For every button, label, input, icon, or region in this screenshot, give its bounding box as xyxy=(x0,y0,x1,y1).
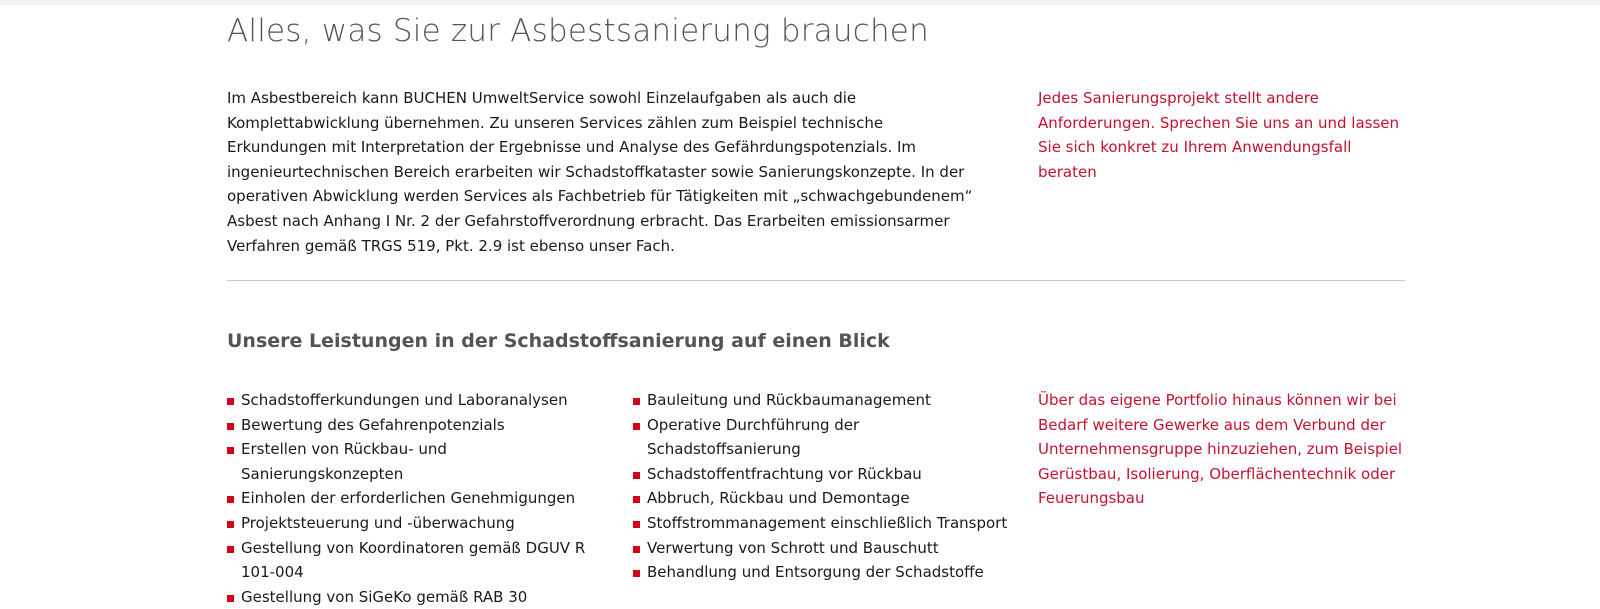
square-bullet-icon xyxy=(633,546,640,553)
list-item xyxy=(633,536,1013,561)
page-title: Alles, was Sie zur Asbestsanierung brauchen xyxy=(227,13,929,49)
services-list-middle xyxy=(633,388,1013,585)
services-list-left xyxy=(227,388,607,609)
list-item-label: Verwertung von Schrott und Bauschutt xyxy=(647,538,939,557)
list-item xyxy=(633,462,1013,487)
list-item-label: Operative Durchführung der Schadstoffsanierung xyxy=(647,415,860,459)
list-item-label: Bauleitung und Rückbaumanagement xyxy=(647,391,931,409)
square-bullet-icon xyxy=(633,496,640,503)
consultation-note: Jedes Sanierungsprojekt stellt andere Anforderungen. Sprechen Sie uns an und lassen Sie sich konkret zu Ihrem Anwendungsfall beraten xyxy=(1038,89,1399,181)
list-item xyxy=(227,388,607,413)
list-item-label: Bewertung des Gefahrenpotenzials xyxy=(241,415,505,434)
list-item-label: Schadstofferkundungen und Laboranalysen xyxy=(241,391,568,409)
square-bullet-icon xyxy=(633,521,640,528)
square-bullet-icon xyxy=(227,496,234,503)
list-item-label: Stoffstrommanagement einschließlich Transport xyxy=(647,513,1008,532)
list-item xyxy=(227,437,607,486)
list-item xyxy=(227,536,607,585)
list-item-label: Einholen der erforderlichen Genehmigungen xyxy=(241,489,576,508)
list-item xyxy=(633,560,1013,585)
list-item-label: Gestellung von Koordinatoren gemäß DGUV R 101-004 xyxy=(241,538,586,582)
square-bullet-icon xyxy=(633,398,640,405)
list-item-label: Projektsteuerung und -überwachung xyxy=(241,513,515,532)
square-bullet-icon xyxy=(227,521,234,528)
square-bullet-icon xyxy=(633,423,640,430)
portfolio-note: Über das eigene Portfolio hinaus können wir bei Bedarf weitere Gewerke aus dem Verbund der Unternehmensgruppe hinzuziehen, zum Beispiel Gerüstbau, Isolierung, Oberflächentechnik oder Feuerungsbau xyxy=(1038,391,1403,508)
services-heading: Unsere Leistungen in der Schadstoffsanierung auf einen Blick xyxy=(227,330,890,352)
list-item xyxy=(633,511,1013,536)
list-item-label: Abbruch, Rückbau und Demontage xyxy=(647,489,910,508)
list-item xyxy=(633,388,1013,413)
list-item xyxy=(227,511,607,536)
list-item xyxy=(227,486,607,511)
list-item-label: Gestellung von SiGeKo gemäß RAB 30 xyxy=(241,587,528,606)
list-item xyxy=(633,413,1013,462)
square-bullet-icon xyxy=(227,398,234,405)
intro-paragraph: Im Asbestbereich kann BUCHEN UmweltService sowohl Einzelaufgaben als auch die Komplettabwicklung übernehmen. Zu unseren Services zählen zum Beispiel technische Erkundungen mit Interpretation der Ergebnisse und Analyse des Gefährdungspotenzials. Im ingenieurtechnischen Bereich erarbeiten wir Schadstoffkataster sowie Sanierungskonzepte. In der operativen Abwicklung werden Services als Fachbetrieb für Tätigkeiten mit „schwachgebundenem“ Asbest nach Anhang I Nr. 2 der Gefahrstoffverordnung erbracht. Das Erarbeiten emissionsarmer Verfahren gemäß TRGS 519, Pkt. 2.9 ist ebenso unser Fach. xyxy=(227,89,973,255)
square-bullet-icon xyxy=(227,423,234,430)
square-bullet-icon xyxy=(633,472,640,479)
list-item-label: Erstellen von Rückbau- und Sanierungskonzepten xyxy=(241,440,447,483)
list-item xyxy=(633,486,1013,511)
square-bullet-icon xyxy=(227,546,234,553)
square-bullet-icon xyxy=(633,570,640,577)
list-item-label: Schadstoffentfrachtung vor Rückbau xyxy=(647,464,922,483)
list-item xyxy=(227,413,607,438)
list-item-label: Behandlung und Entsorgung der Schadstoffe xyxy=(647,563,984,582)
square-bullet-icon xyxy=(227,595,234,602)
square-bullet-icon xyxy=(227,447,234,454)
list-item xyxy=(227,585,607,609)
section-divider xyxy=(227,280,1405,281)
top-bar xyxy=(0,0,1600,5)
